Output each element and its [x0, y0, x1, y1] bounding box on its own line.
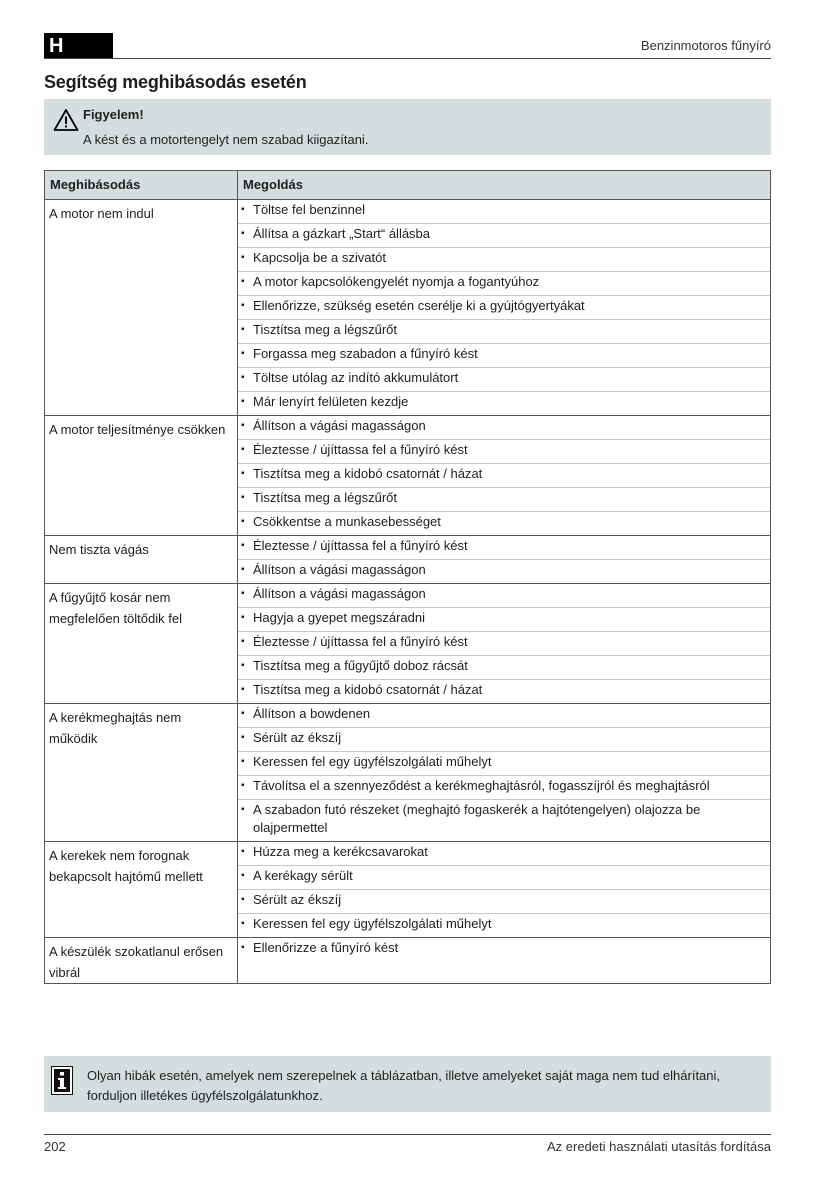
solution-item: ▪ Éleztesse / újíttassa fel a fűnyíró kést	[238, 536, 770, 560]
fault-cell	[45, 416, 238, 536]
solution-item: ▪ Éleztesse / újíttassa fel a fűnyíró kést	[238, 632, 770, 656]
solution-item: ▪ Sérült az ékszíj	[238, 890, 770, 914]
fault-cell	[45, 938, 238, 984]
solution-item: ▪ Tisztítsa meg a kidobó csatornát / házat	[238, 464, 770, 488]
fault-cell	[45, 842, 238, 938]
solution-item: ▪ A motor kapcsolókengyelét nyomja a fogantyúhoz	[238, 272, 770, 296]
solution-item: ▪ Forgassa meg szabadon a fűnyíró kést	[238, 344, 770, 368]
table-row	[45, 842, 771, 938]
header-doc-title: Benzinmotoros fűnyíró	[640, 38, 771, 53]
fault-cell	[45, 704, 238, 842]
info-icon	[52, 1067, 72, 1094]
table-header-row	[45, 171, 771, 200]
solution-cell	[238, 584, 771, 704]
warning-box	[44, 99, 771, 155]
fault-text: A kerekek nem forognak bekapcsolt hajtómű mellett	[49, 848, 203, 884]
solution-cell	[238, 842, 771, 938]
fault-cell	[45, 200, 238, 416]
language-tab: H	[44, 33, 113, 59]
table-row	[45, 200, 771, 416]
warning-triangle-icon	[53, 108, 79, 132]
page-number: 202	[44, 1139, 66, 1154]
solution-item: ▪ Töltse utólag az indító akkumulátort	[238, 368, 770, 392]
solution-cell	[238, 536, 771, 584]
warning-text: A kést és a motortengelyt nem szabad kiigazítani.	[83, 132, 369, 147]
solution-cell	[238, 416, 771, 536]
table-row	[45, 704, 771, 842]
solution-item: ▪ Kapcsolja be a szivatót	[238, 248, 770, 272]
table-row	[45, 938, 771, 984]
solution-item: ▪ Tisztítsa meg a fűgyűjtő doboz rácsát	[238, 656, 770, 680]
solution-list	[238, 536, 770, 583]
solution-item: ▪ Állítson a vágási magasságon	[238, 416, 770, 440]
table-body	[45, 200, 771, 984]
fault-text: A kerékmeghajtás nem működik	[49, 710, 182, 746]
solution-item: ▪ Tisztítsa meg a légszűrőt	[238, 488, 770, 512]
solution-item: ▪ Töltse fel benzinnel	[238, 200, 770, 224]
solution-item: ▪ Tisztítsa meg a kidobó csatornát / házat	[238, 680, 770, 703]
solution-list	[238, 938, 770, 961]
solution-cell	[238, 938, 771, 984]
solution-list	[238, 416, 770, 535]
solution-list	[238, 584, 770, 703]
column-header-solution: Megoldás	[238, 171, 771, 200]
solution-item: ▪ Ellenőrizze a fűnyíró kést	[238, 938, 770, 961]
solution-item: ▪ Állítson a vágási magasságon	[238, 584, 770, 608]
info-box	[44, 1056, 771, 1112]
footer-rule	[44, 1134, 771, 1135]
solution-cell	[238, 200, 771, 416]
solution-item: ▪ Állítsa a gázkart „Start“ állásba	[238, 224, 770, 248]
solution-cell	[238, 704, 771, 842]
solution-item: ▪ Csökkentse a munkasebességet	[238, 512, 770, 535]
solution-item: ▪ Keressen fel egy ügyfélszolgálati műhelyt	[238, 752, 770, 776]
solution-item: ▪ Hagyja a gyepet megszáradni	[238, 608, 770, 632]
fault-text: A fűgyűjtő kosár nem megfelelően töltődik fel	[49, 590, 182, 626]
fault-text: A készülék szokatlanul erősen vibrál	[49, 944, 224, 980]
fault-text: Nem tiszta vágás	[49, 542, 149, 557]
solution-item: ▪ Tisztítsa meg a légszűrőt	[238, 320, 770, 344]
table-row	[45, 416, 771, 536]
table-row	[45, 584, 771, 704]
solution-item: ▪ Állítson a bowdenen	[238, 704, 770, 728]
solution-item: ▪ A szabadon futó részeket (meghajtó fogaskerék a hajtótengelyen) olajozza be olajpermettel	[238, 800, 770, 841]
column-header-fault: Meghibásodás	[45, 171, 238, 200]
solution-item: ▪ Éleztesse / újíttassa fel a fűnyíró kést	[238, 440, 770, 464]
fault-cell	[45, 584, 238, 704]
solution-list	[238, 704, 770, 841]
troubleshooting-table	[44, 170, 771, 984]
solution-list	[238, 842, 770, 937]
fault-text: A motor nem indul	[49, 206, 154, 221]
solution-item: ▪ Ellenőrizze, szükség esetén cserélje ki a gyújtógyertyákat	[238, 296, 770, 320]
warning-heading: Figyelem!	[83, 107, 144, 122]
solution-item: ▪ Sérült az ékszíj	[238, 728, 770, 752]
fault-cell	[45, 536, 238, 584]
solution-item: ▪ Távolítsa el a szennyeződést a kerékmeghajtásról, fogasszíjról és meghajtásról	[238, 776, 770, 800]
info-text: Olyan hibák esetén, amelyek nem szerepelnek a táblázatban, illetve amelyeket saját maga nem tud elhárítani, forduljon illetékes ügyfélszolgálatunkhoz.	[87, 1068, 721, 1103]
footer-doc-title: Az eredeti használati utasítás fordítása	[546, 1139, 771, 1154]
section-title: Segítség meghibásodás esetén	[44, 72, 307, 92]
solution-item: ▪ A kerékagy sérült	[238, 866, 770, 890]
solution-item: ▪ Már lenyírt felületen kezdje	[238, 392, 770, 415]
solution-list	[238, 200, 770, 415]
solution-item: ▪ Keressen fel egy ügyfélszolgálati műhelyt	[238, 914, 770, 937]
solution-item: ▪ Állítson a vágási magasságon	[238, 560, 770, 583]
table-row	[45, 536, 771, 584]
solution-item: ▪ Húzza meg a kerékcsavarokat	[238, 842, 770, 866]
header-rule	[44, 58, 771, 59]
fault-text: A motor teljesítménye csökken	[49, 422, 226, 437]
